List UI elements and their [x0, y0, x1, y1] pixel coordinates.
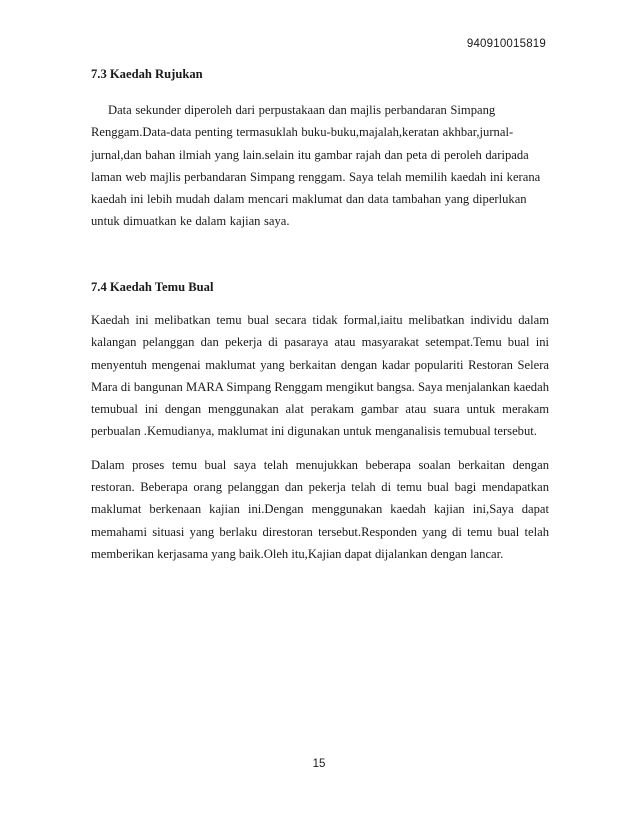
paragraph: Kaedah ini melibatkan temu bual secara tidak formal,iaitu melibatkan individu dalam kalangan pelanggan dan pekerja di pasaraya atau masyarakat setempat.Temu bual ini menyentuh mengenai maklumat yang berkaitan dengan kadar populariti Restoran Selera Mara di bangunan MARA Simpang Renggam mengikut bangsa. Saya menjalankan kaedah temubual ini dengan menggunakan alat perakam gambar atau suara untuk merakam perbualan .Kemudianya, maklumat ini digunakan untuk menganalisis temubual tersebut.: [91, 313, 549, 439]
section-body-kaedah-rujukan: [91, 99, 549, 233]
section-body-kaedah-temu-bual: [91, 309, 549, 565]
paragraph: Data sekunder diperoleh dari perpustakaan dan majlis perbandaran Simpang Renggam.Data-data penting termasuklah buku-buku,majalah,keratan akhbar,jurnal-jurnal,dan bahan ilmiah yang lain.selain itu gambar rajah dan peta di peroleh daripada laman web majlis perbandaran Simpang renggam. Saya telah memilih kaedah ini kerana kaedah ini lebih mudah dalam mencari maklumat dan data tambahan yang diperlukan untuk dimuatkan ke dalam kajian saya.: [91, 103, 541, 229]
document-id: 940910015819: [466, 38, 546, 50]
paragraph: Dalam proses temu bual saya telah menujukkan beberapa soalan berkaitan dengan restoran. Beberapa orang pelanggan dan pekerja telah di temu bual bagi mendapatkan maklumat berkenaan kajian ini.Dengan menggunakan kaedah kajian ini,Saya dapat memahami situasi yang berlaku direstoran tersebut.Responden yang di temu bual telah memberikan kerjasama yang baik.Oleh itu,Kajian dapat dijalankan dengan lancar.: [91, 457, 549, 561]
page-number: 15: [312, 758, 326, 770]
section-title-kaedah-temu-bual: 7.4 Kaedah Temu Bual: [91, 280, 214, 294]
section-title-kaedah-rujukan: 7.3 Kaedah Rujukan: [91, 67, 203, 81]
